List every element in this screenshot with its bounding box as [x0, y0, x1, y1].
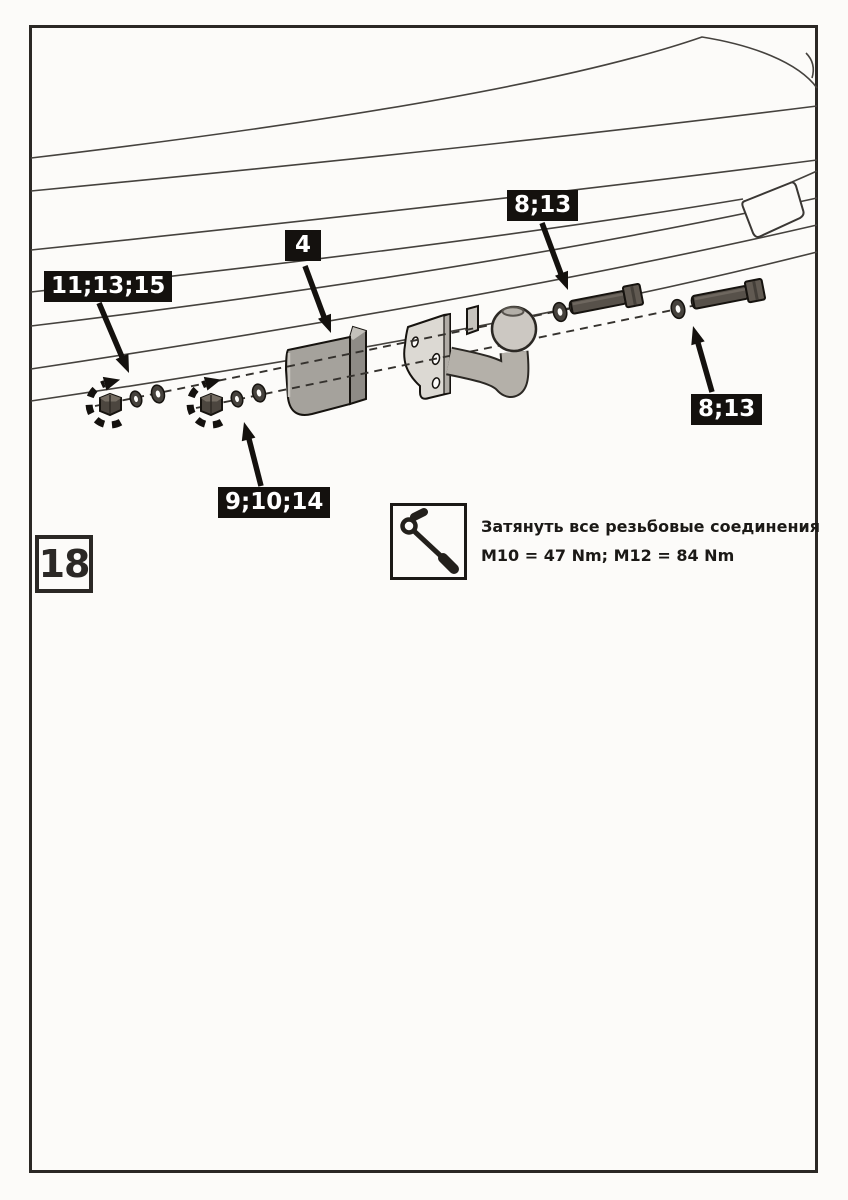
spring-washer-icon [230, 390, 245, 408]
step-number-box [35, 535, 93, 593]
nut-icon [201, 394, 222, 415]
bumper-cutout [742, 182, 803, 237]
callout-nut-left: 11;13;15 [44, 271, 172, 302]
flat-washer-icon [552, 301, 569, 322]
bracket-plate-4 [286, 327, 366, 415]
nut-group-left [89, 377, 166, 425]
bolt-icon [568, 284, 644, 319]
flat-washer-icon [251, 383, 268, 404]
torque-note [481, 512, 820, 570]
wrench-icon [393, 506, 464, 577]
torque-tool-box [390, 503, 467, 580]
bolt-icon [690, 279, 766, 314]
callout-nut-center: 9;10;14 [218, 487, 330, 518]
callout-bolt-top: 8;13 [507, 190, 578, 221]
bolt-group-right [670, 279, 766, 320]
callout-bolt-right: 8;13 [691, 394, 762, 425]
towball-neck [449, 307, 536, 383]
callout-bracket: 4 [285, 230, 321, 261]
flat-washer-icon [150, 384, 167, 405]
bolt-group-top [552, 284, 644, 323]
torque-note-line1: Затянуть все резьбовые соединения [481, 517, 820, 536]
step-number: 18 [38, 542, 90, 586]
nut-icon [100, 394, 121, 415]
flat-washer-icon [670, 298, 687, 319]
assembly-axis-lines [95, 305, 697, 408]
spring-washer-icon [129, 390, 144, 408]
torque-note-line2: M10 = 47 Nm; M12 = 84 Nm [481, 546, 735, 565]
